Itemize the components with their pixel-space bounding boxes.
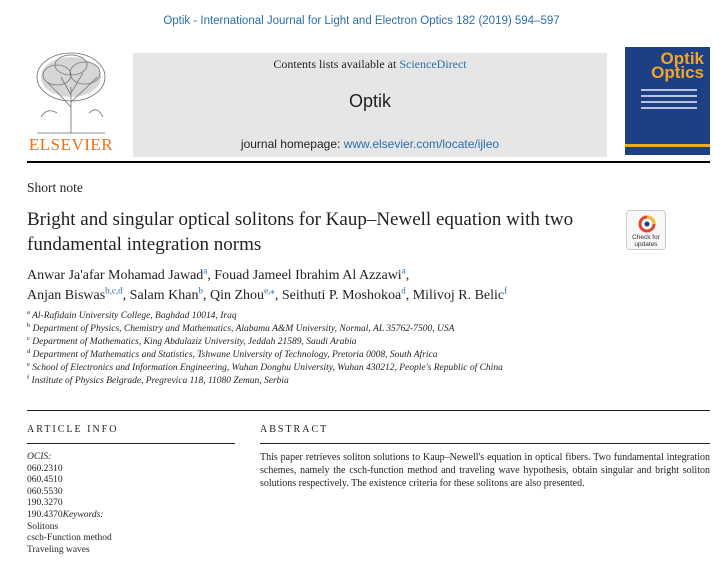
- author-separator: ,: [405, 268, 410, 283]
- cover-stripe: [625, 144, 710, 147]
- abstract-text: This paper retrieves soliton solutions to Kaup–Newell's equation in optical fibers. Two fundamental integration schemes, namely the csch-function method and traveling wave hypothesis, obtain singular and bright soliton solutions respectively. The existence criteria for these solitons are also presented.: [260, 452, 710, 489]
- journal-cover-image[interactable]: [625, 47, 710, 155]
- author-name[interactable]: Milivoj R. Belic: [412, 288, 505, 303]
- affiliation-key: a: [27, 308, 30, 316]
- affiliation-key: b: [27, 321, 31, 329]
- author-affil-ref[interactable]: a: [401, 265, 406, 276]
- affiliation-text: School of Electronics and Information Engineering, Wuhan Donghu University, Wuhan 430212, People's Republic of China: [32, 363, 503, 373]
- ocis-code: 190.4370: [27, 509, 63, 520]
- check-for-updates-button[interactable]: [626, 210, 666, 250]
- affiliation-item: [27, 362, 707, 375]
- abstract-rule: [260, 443, 710, 444]
- journal-homepage: [133, 137, 607, 151]
- abstract-heading: ABSTRACT: [260, 424, 329, 435]
- check-updates-label: [627, 234, 665, 248]
- contents-available: [133, 57, 607, 72]
- journal-banner: [133, 53, 607, 157]
- affiliation-item: [27, 336, 707, 349]
- keyword: csch-Function method: [27, 533, 112, 544]
- author-affil-ref[interactable]: f: [504, 285, 508, 296]
- cover-text-lines: [641, 89, 697, 113]
- affiliation-text: Institute of Physics Belgrade, Pregrevica 118, 11080 Zemun, Serbia: [31, 376, 289, 386]
- cover-title-optics: Optics: [651, 63, 704, 82]
- affiliation-key: e: [27, 360, 30, 368]
- affiliation-text: Department of Mathematics, King Abdulaziz University, Jeddah 21589, Saudi Arabia: [32, 337, 357, 347]
- affiliation-key: f: [27, 373, 30, 381]
- affiliation-text: Al-Rafidain University College, Baghdad 10014, Iraq: [32, 311, 237, 321]
- homepage-link[interactable]: www.elsevier.com/locate/ijleo: [343, 137, 500, 151]
- author-affil-ref[interactable]: b,c,d: [105, 285, 123, 296]
- keyword: Traveling waves: [27, 544, 90, 555]
- author-affil-ref[interactable]: d: [401, 285, 406, 296]
- ocis-code-last: [27, 510, 227, 522]
- ocis-label: OCIS:: [27, 452, 52, 462]
- author-separator: ,: [274, 288, 282, 303]
- article-info-panel: [27, 452, 227, 556]
- elsevier-wordmark[interactable]: ELSEVIER: [28, 135, 114, 154]
- affiliation-key: d: [27, 347, 31, 355]
- author-separator: ,: [207, 268, 215, 283]
- author-name[interactable]: Anjan Biswas: [27, 288, 106, 303]
- author-separator: ,: [405, 288, 413, 303]
- ocis-code: 060.4510: [27, 475, 63, 486]
- author-name[interactable]: Seithuti P. Moshokoa: [281, 288, 402, 303]
- check-updates-icon: [638, 215, 656, 233]
- keywords-label: Keywords:: [62, 509, 104, 520]
- author-name[interactable]: Fouad Jameel Ibrahim Al Azzawi: [214, 268, 402, 283]
- author-line-2: [27, 286, 707, 306]
- affiliation-item: [27, 375, 707, 388]
- check-updates-line2: updates: [634, 241, 658, 248]
- section-divider: [27, 410, 710, 411]
- ocis-code: 190.3270: [27, 498, 63, 509]
- cover-title-optik: Optik: [660, 49, 704, 68]
- sciencedirect-link[interactable]: ScienceDirect: [399, 57, 467, 71]
- author-line-1: [27, 266, 707, 286]
- article-info-rule: [27, 443, 235, 444]
- available-prefix: Contents lists available at: [273, 57, 400, 71]
- affiliation-list: [27, 310, 707, 388]
- article-title: Bright and singular optical solitons for Kaup–Newell equation with two fundamental integration norms: [27, 209, 574, 255]
- journal-name: Optik: [348, 91, 391, 111]
- author-affil-ref[interactable]: e,⁎: [264, 285, 275, 296]
- keyword: Solitons: [27, 521, 59, 532]
- header-divider: [27, 161, 710, 163]
- affiliation-text: Department of Physics, Chemistry and Mathematics, Alabama A&M University, Normal, AL 35762-7500, USA: [32, 324, 455, 334]
- affiliation-item: [27, 349, 707, 362]
- affiliation-text: Department of Mathematics and Statistics, Tshwane University of Technology, Pretoria 0008, South Africa: [32, 350, 438, 360]
- author-separator: ,: [203, 288, 210, 303]
- ocis-code: 060.2310: [27, 463, 63, 474]
- homepage-prefix: journal homepage:: [240, 137, 344, 151]
- author-separator: ,: [122, 288, 130, 303]
- article-type: Short note: [27, 180, 83, 195]
- author-affil-ref[interactable]: a: [203, 265, 208, 276]
- article-info-heading: ARTICLE INFO: [27, 424, 119, 435]
- affiliation-key: c: [27, 334, 30, 342]
- author-affil-ref[interactable]: b: [198, 285, 203, 296]
- author-name[interactable]: Anwar Ja'afar Mohamad Jawad: [27, 268, 204, 283]
- affiliation-item: [27, 310, 707, 323]
- author-list: [27, 266, 707, 306]
- affiliation-item: [27, 323, 707, 336]
- journal-reference[interactable]: Optik - International Journal for Light and Electron Optics 182 (2019) 594–597: [163, 15, 560, 27]
- check-updates-line1: Check for: [632, 234, 660, 241]
- author-name[interactable]: Salam Khan: [129, 288, 199, 303]
- author-name[interactable]: Qin Zhou: [210, 288, 265, 303]
- ocis-code: 060.5530: [27, 486, 63, 497]
